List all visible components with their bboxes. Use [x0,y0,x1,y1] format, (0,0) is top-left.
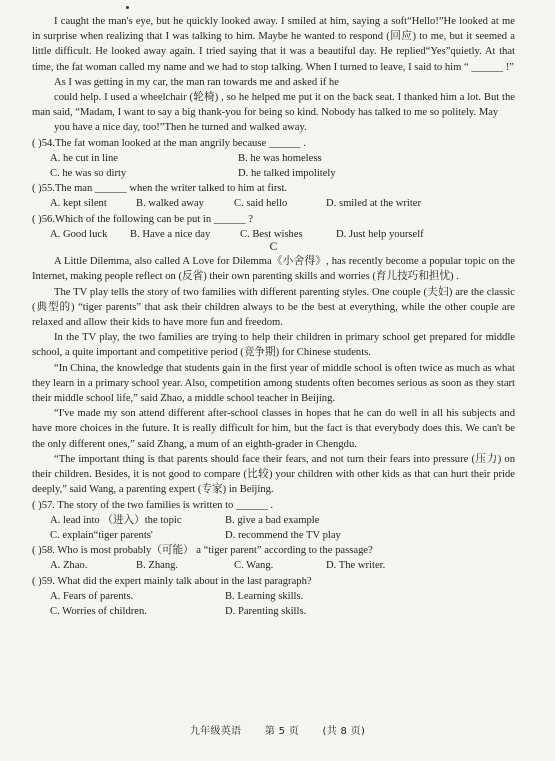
ink-dot [126,6,129,9]
options [32,589,515,619]
option-c: C. Wang. [234,560,274,572]
options [32,558,515,573]
passage-c [32,254,515,497]
paragraph: In the TV play, the two families are trying to help their children in primary school get prepared for middle school, a quite important and competitive period (竞争期) for Chinese students. [32,332,515,359]
page-footer [0,724,555,739]
option-b: B. walked away [136,198,204,210]
paragraph: “I've made my son attend different after-school classes in hopes that he can do well in all his subjects and have more choices in the future. It is really difficult for him, but the fact is that everybody does this. We can't be the only different ones,” said Zhang, a mum of an eighth-grader in Chengdu. [32,408,515,450]
passage-b-continued [32,14,515,136]
question-stem: ( )54.The fat woman looked at the man angrily because ______ . [32,137,306,149]
option-a: A. kept silent [50,198,107,210]
option-d: D. he talked impolitely [238,168,336,180]
paragraph: The TV play tells the story of two families with different parenting styles. One couple (夫妇) are the classic (典型的) “tiger parents” that ask their children always to be the best at everything, while the other couple are relaxed and allow their kids to have more fun and freedom. [32,286,515,329]
footer-page-number: 第 5 页 [264,726,300,737]
option-a: A. Good luck [50,228,108,240]
options [32,151,515,181]
option-a: A. he cut in line [50,152,118,164]
question-stem: ( )56.Which of the following can be put in ______ ? [32,213,253,225]
options [32,513,515,543]
option-b: B. Zhang. [136,560,179,572]
option-b: B. give a bad example [225,514,320,526]
question-54 [32,136,515,182]
question-stem: ( )58. Who is most probably（可能） a “tiger parent” according to the passage? [32,545,373,557]
option-c: C. said hello [234,198,288,210]
question-57 [32,498,515,544]
option-a: A. Fears of parents. [50,590,134,602]
footer-subject: 九年级英语 [189,726,242,737]
question-56 [32,212,515,242]
footer-total-pages: (共 8 页) [322,726,366,737]
option-b: B. Learning skills. [225,590,304,602]
paragraph: A Little Dilemma, also called A Love for Dilemma《小舍得》, has recently become a popular topic on the Internet, making people reflect on (反省) their own parenting skills and worries (育儿技巧和担忧) . [32,256,515,283]
paragraph: you have a nice day, too!”Then he turned and walked away. [54,122,307,134]
option-a: A. lead into （进入）the topic [50,514,182,526]
option-d: D. recommend the TV play [225,529,341,541]
option-d: D. Just help yourself [336,228,424,240]
options [32,196,515,211]
option-c: C. he was so dirty [50,168,127,180]
question-59 [32,574,515,620]
paragraph: could help. I used a wheelchair (轮椅) , so he helped me put it on the back seat. I thanked him a lot. But the man said, “Madam, I want to say a big thank-you for being so kind. Nobody has talked to me so politely. May [32,92,515,119]
paragraph: “The important thing is that parents should face their fears, and not turn their fears into pressure (压力) on their children. Besides, it is not good to compare (比较) your children with other kids as that can hurt their pride deeply,” said Wang, a parenting expert (专家) in Beijing. [32,453,515,496]
question-stem: ( )59. What did the expert mainly talk about in the last paragraph? [32,575,312,587]
question-stem: ( )55.The man ______ when the writer talked to him at first. [32,183,288,195]
option-c: C. Best wishes [240,228,303,240]
option-d: D. smiled at the writer [326,198,422,210]
paragraph: As I was getting in my car, the man ran towards me and asked if he [54,76,339,88]
question-58 [32,543,515,573]
question-stem: ( )57. The story of the two families is written to ______ . [32,499,274,511]
option-b: B. he was homeless [238,152,322,164]
question-55 [32,181,515,211]
option-b: B. Have a nice day [130,228,211,240]
option-c: C. explain“tiger parents' [50,529,153,541]
paragraph: “In China, the knowledge that students gain in the first year of middle school is often twice as much as what they learn in a primary school year. Also, competition among students often becomes serious as soon as they start their middle school life,” said Zhao, a middle school teacher in Beijing. [32,362,515,405]
paragraph: I caught the man's eye, but he quickly looked away. I smiled at him, saying a soft“Hello!”He looked at me in surprise when realizing that I was talking to him. Maybe he wanted to respond (回应) to me, but it seemed a little difficult. He looked away again. I tried saying that it was a beautiful day. He replied“Yes”quietly. At that time, the fat woman called my name and we had to stop talking. When I turned to leave, I said to him “ ______ !” [32,16,515,73]
option-d: D. Parenting skills. [225,605,307,617]
section-label: C [269,239,278,254]
option-d: D. The writer. [326,560,386,572]
option-c: C. Worries of children. [50,605,147,617]
option-a: A. Zhao. [50,560,88,572]
